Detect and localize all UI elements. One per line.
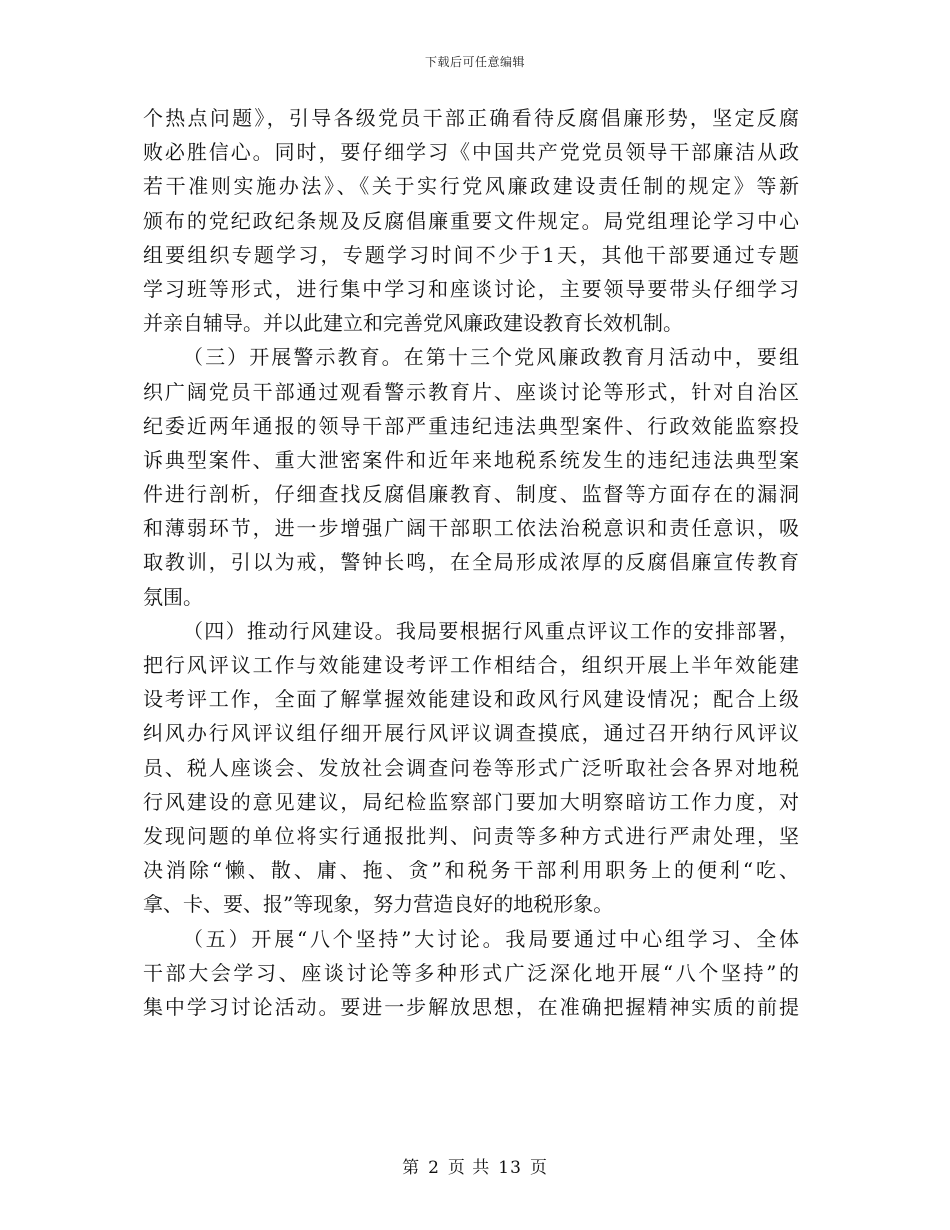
text-line: 若干准则实施办法》、《关于实行党风廉政建设责任制的规定》等新 (143, 174, 799, 199)
text-line: 组要组织专题学习，专题学习时间不少于1天，其他干部要通过专题 (143, 242, 799, 267)
text-line: 件进行剖析，仔细查找反腐倡廉教育、制度、监督等方面存在的漏洞 (143, 482, 799, 507)
paragraph-start-line: （四）推动行风建设。我局要根据行风重点评议工作的安排部署， (183, 618, 799, 643)
paragraph-start-line: （五）开展“八个坚持”大讨论。我局要通过中心组学习、全体 (183, 926, 799, 951)
text-line: 纠风办行风评议组仔细开展行风评议调查摸底，通过召开纳行风评议 (143, 721, 799, 746)
page-footer (0, 1153, 950, 1178)
text-line: 个热点问题》，引导各级党员干部正确看待反腐倡廉形势，坚定反腐 (143, 106, 799, 130)
footer-middle: 页 共 (447, 1158, 491, 1178)
text-line: 员、税人座谈会、发放社会调查问卷等形式广泛听取社会各界对地税 (143, 755, 799, 780)
page-header-note: 下载后可任意编辑 (424, 55, 525, 69)
text-line: 败必胜信心。同时，要仔细学习《中国共产党党员领导干部廉洁从政 (143, 140, 799, 165)
total-page-count: 13 (498, 1158, 522, 1178)
text-line: 颁布的党纪政纪条规及反腐倡廉重要文件规定。局党组理论学习中心 (143, 208, 799, 233)
text-line: 干部大会学习、座谈讨论等多种形式广泛深化地开展“八个坚持”的 (143, 960, 799, 985)
text-line: 拿、卡、要、报”等现象，努力营造良好的地税形象。 (143, 892, 614, 917)
text-line: 行风建设的意见建议，局纪检监察部门要加大明察暗访工作力度，对 (143, 789, 799, 814)
footer-prefix: 第 (402, 1158, 421, 1178)
paragraph-start-line: （三）开展警示教育。在第十三个党风廉政教育月活动中，要组 (183, 345, 799, 370)
text-line: 发现问题的单位将实行通报批判、问责等多种方式进行严肃处理，坚 (143, 823, 799, 848)
footer-suffix: 页 (529, 1158, 548, 1178)
text-line: 诉典型案件、重大泄密案件和近年来地税系统发生的违纪违法典型案 (143, 447, 799, 472)
text-line: 并亲自辅导。并以此建立和完善党风廉政建设教育长效机制。 (143, 311, 683, 336)
text-line: 学习班等形式，进行集中学习和座谈讨论，主要领导要带头仔细学习 (143, 276, 799, 301)
text-line: 取教训，引以为戒，警钟长鸣，在全局形成浓厚的反腐倡廉宣传教育 (143, 550, 799, 575)
current-page-number: 2 (428, 1158, 440, 1178)
text-line: 织广阔党员干部通过观看警示教育片、座谈讨论等形式，针对自治区 (143, 379, 799, 404)
text-line: 把行风评议工作与效能建设考评工作相结合，组织开展上半年效能建 (143, 653, 799, 677)
text-line: 纪委近两年通报的领导干部严重违纪违法典型案件、行政效能监察投 (143, 413, 799, 438)
text-line: 氛围。 (143, 584, 203, 609)
document-body (143, 101, 799, 1024)
text-line: 决消除“懒、散、庸、拖、贪”和税务干部利用职务上的便利“吃、 (143, 858, 799, 883)
text-line: 设考评工作，全面了解掌握效能建设和政风行风建设情况；配合上级 (143, 687, 799, 712)
text-line: 和薄弱环节，进一步增强广阔干部职工依法治税意识和责任意识，吸 (143, 516, 799, 541)
text-line: 集中学习讨论活动。要进一步解放思想，在准确把握精神实质的前提 (143, 994, 799, 1019)
